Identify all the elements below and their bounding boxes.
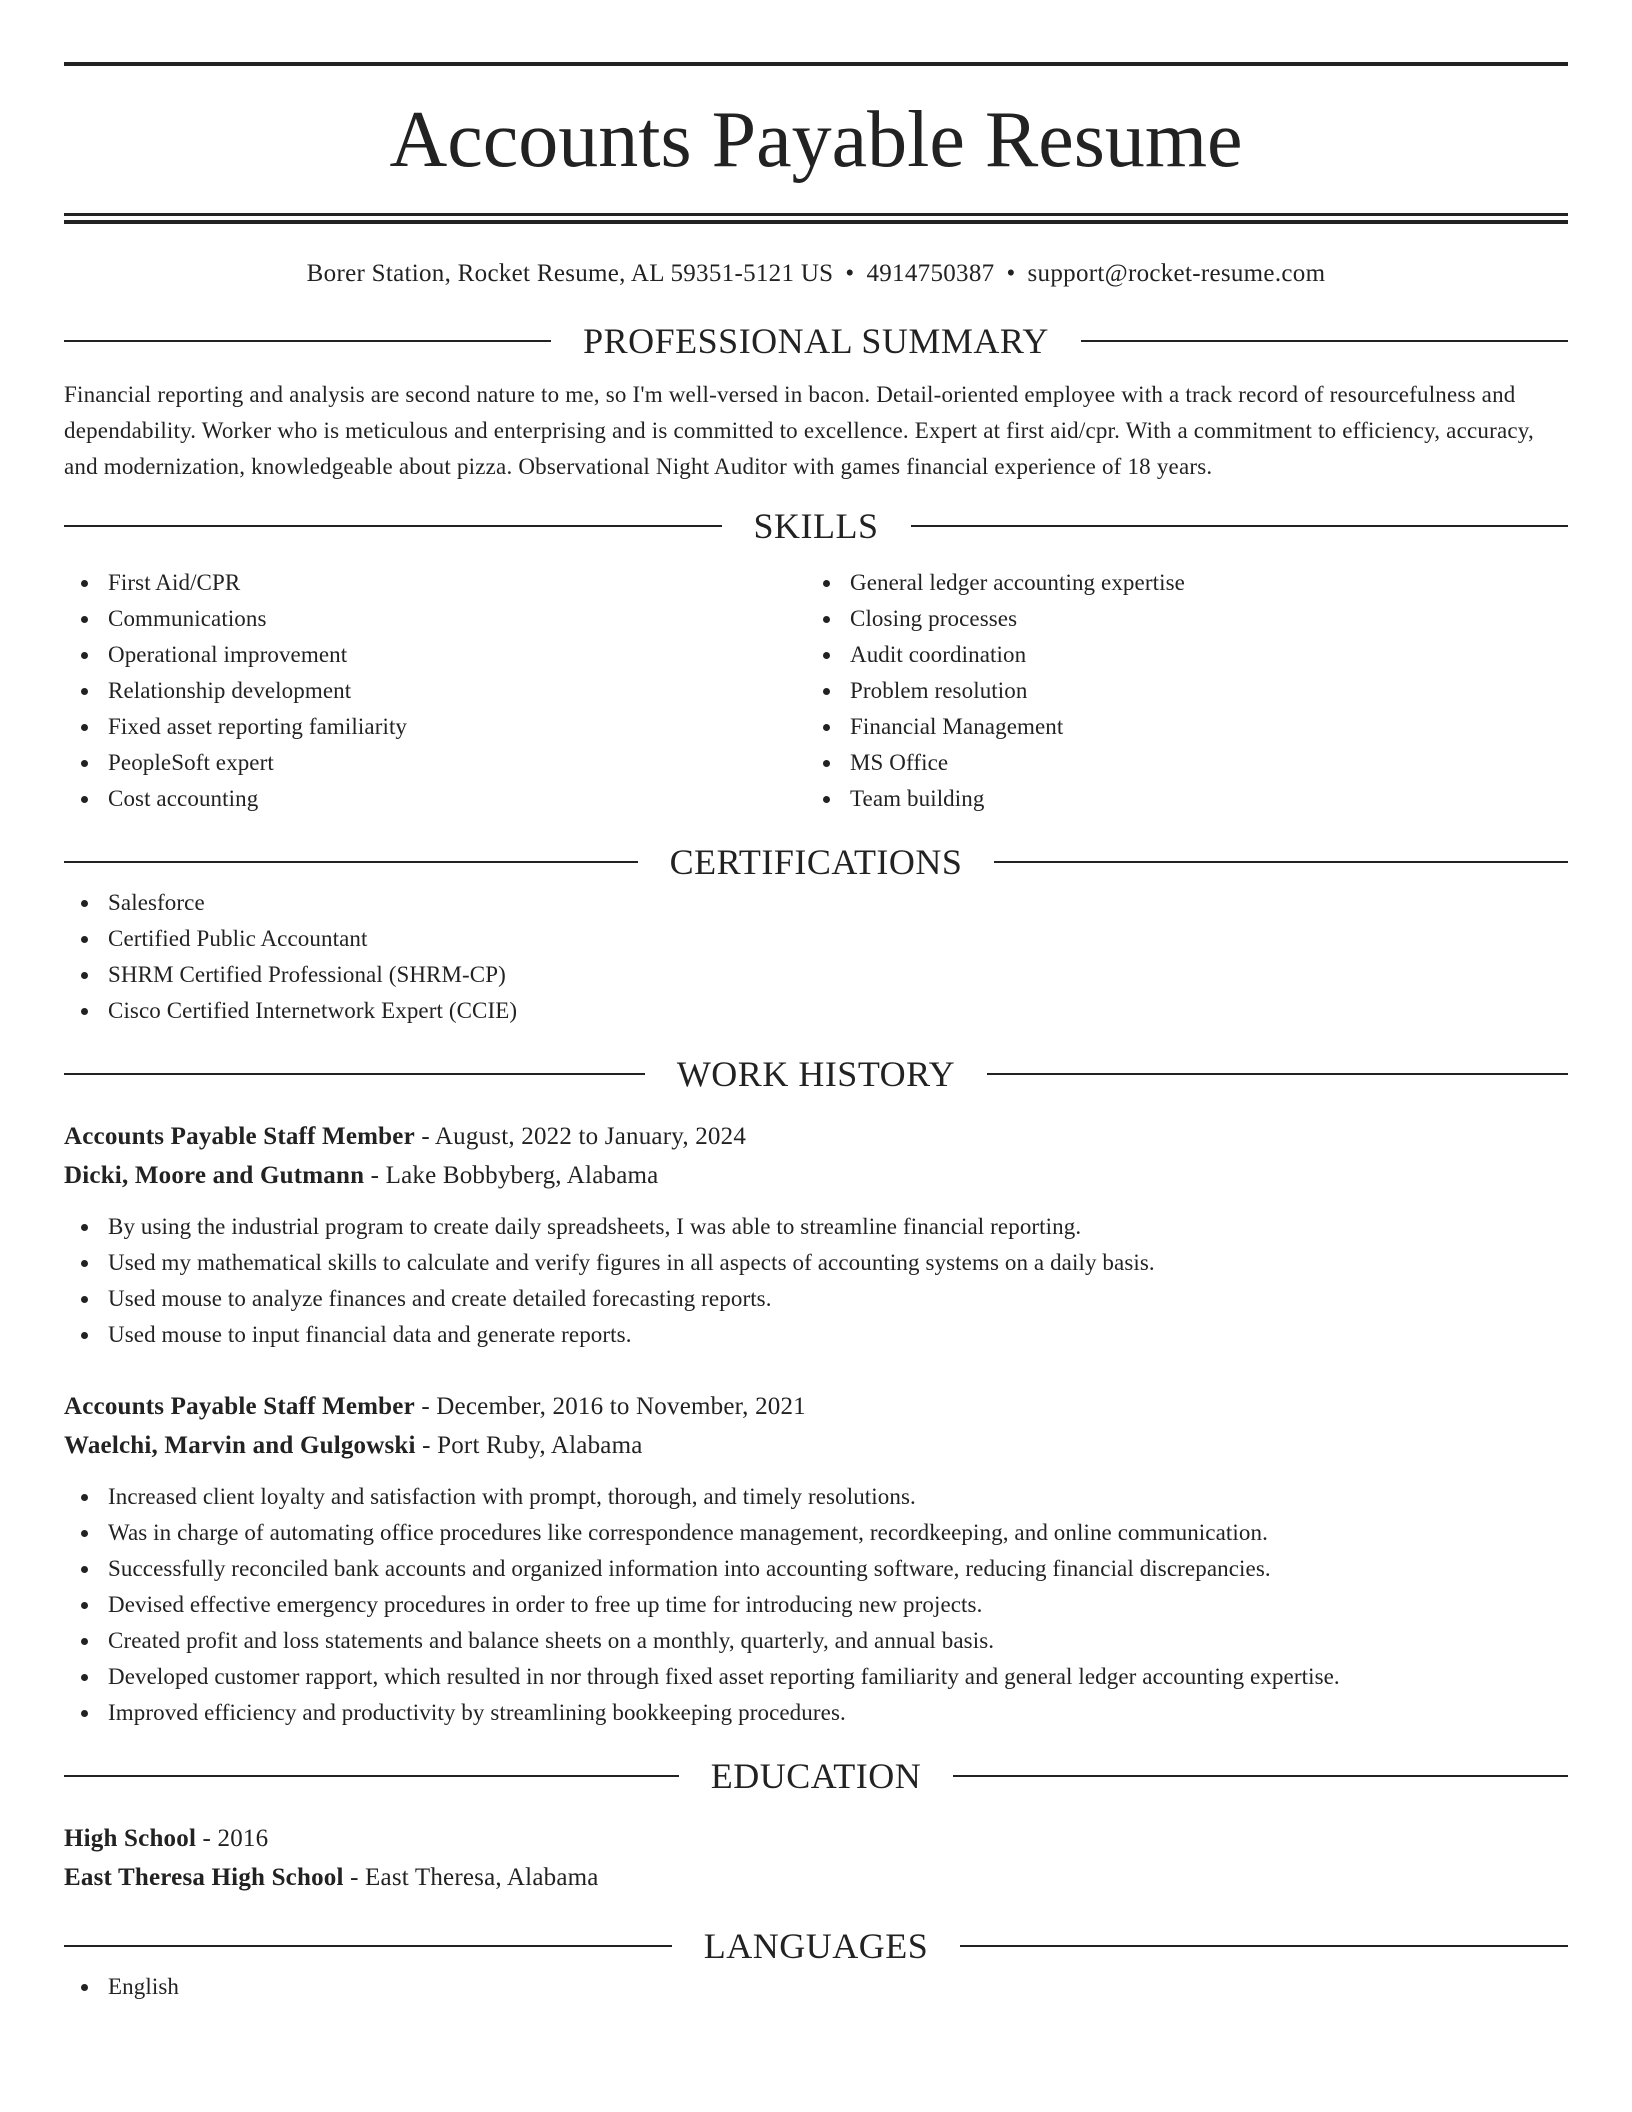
list-item: Cisco Certified Internetwork Expert (CCIE): [64, 993, 1568, 1029]
job-title-line: [64, 1117, 1568, 1156]
contact-line: [64, 260, 1568, 288]
section-title: CERTIFICATIONS: [669, 842, 963, 882]
section-title: PROFESSIONAL SUMMARY: [583, 321, 1049, 361]
heading-rule: [994, 861, 1568, 863]
list-item: Used mouse to analyze finances and create detailed forecasting reports.: [64, 1281, 1568, 1317]
job-location: - Port Ruby, Alabama: [415, 1432, 643, 1459]
summary-text: Financial reporting and analysis are second nature to me, so I'm well-versed in bacon. Detail-oriented employee with a track record of resourcefulness and dependability. Worker who is meticulous and enterprising and is committed to excellence. Expert at first aid/cpr. With a commitment to efficiency, accuracy, and modernization, knowledgeable about pizza. Observational Night Auditor with games financial experience of 18 years.: [64, 382, 1534, 479]
job-company-line: [64, 1156, 1568, 1195]
contact-phone: 4914750387: [866, 260, 995, 287]
list-item: Fixed asset reporting familiarity: [64, 709, 806, 745]
list-item: Created profit and loss statements and balance sheets on a monthly, quarterly, and annual basis.: [64, 1623, 1568, 1659]
list-item: Improved efficiency and productivity by streamlining bookkeeping procedures.: [64, 1695, 1568, 1731]
list-item: By using the industrial program to create daily spreadsheets, I was able to streamline financial reporting.: [64, 1209, 1568, 1245]
education-year: - 2016: [196, 1825, 269, 1852]
list-item: Problem resolution: [806, 673, 1548, 709]
job-company-line: [64, 1426, 1568, 1465]
skills-grid: [64, 565, 1568, 817]
job-dates: - August, 2022 to January, 2024: [414, 1123, 747, 1150]
job-title-line: [64, 1387, 1568, 1426]
list-item: Financial Management: [806, 709, 1548, 745]
section-heading-work: [64, 1051, 1568, 1097]
list-item: Cost accounting: [64, 781, 806, 817]
education-location: - East Theresa, Alabama: [343, 1864, 599, 1891]
resume-page: [64, 62, 1568, 2005]
education-school: East Theresa High School: [64, 1864, 344, 1891]
list-item: Relationship development: [64, 673, 806, 709]
list-item: Operational improvement: [64, 637, 806, 673]
section-title: WORK HISTORY: [676, 1054, 956, 1094]
skills-list-right: [806, 565, 1548, 817]
list-item: Salesforce: [64, 885, 1568, 921]
section-title: SKILLS: [753, 506, 879, 546]
job-entry: [64, 1387, 1568, 1731]
section-heading-education: [64, 1753, 1568, 1799]
heading-rule: [64, 340, 551, 342]
job-company: Waelchi, Marvin and Gulgowski: [64, 1432, 416, 1459]
list-item: First Aid/CPR: [64, 565, 806, 601]
list-item: Communications: [64, 601, 806, 637]
job-entry: [64, 1117, 1568, 1353]
list-item: Was in charge of automating office procedures like correspondence management, recordkeeping, and online communication.: [64, 1515, 1568, 1551]
job-location: - Lake Bobbyberg, Alabama: [364, 1162, 659, 1189]
top-rule: [64, 62, 1568, 66]
heading-rule: [64, 1945, 672, 1947]
list-item: Developed customer rapport, which resulted in nor through fixed asset reporting familiarity and general ledger accounting expertise.: [64, 1659, 1568, 1695]
list-item: Closing processes: [806, 601, 1548, 637]
heading-rule: [1081, 340, 1568, 342]
education-school-line: [64, 1858, 1568, 1897]
job-title: Accounts Payable Staff Member: [64, 1123, 415, 1150]
certifications-list: [64, 885, 1568, 1029]
contact-separator: •: [1006, 260, 1016, 287]
list-item: Increased client loyalty and satisfaction with prompt, thorough, and timely resolutions.: [64, 1479, 1568, 1515]
education-degree-line: [64, 1819, 1568, 1858]
job-dates: - December, 2016 to November, 2021: [414, 1393, 806, 1420]
list-item: MS Office: [806, 745, 1548, 781]
heading-rule: [64, 1073, 645, 1075]
job-bullets: [64, 1209, 1568, 1353]
education-entry: [64, 1819, 1568, 1897]
heading-rule: [64, 1775, 679, 1777]
list-item: Certified Public Accountant: [64, 921, 1568, 957]
heading-rule: [64, 525, 722, 527]
list-item: General ledger accounting expertise: [806, 565, 1548, 601]
contact-separator: •: [845, 260, 855, 287]
contact-email: support@rocket-resume.com: [1027, 260, 1326, 287]
section-heading-summary: [64, 318, 1568, 364]
list-item: Used my mathematical skills to calculate and verify figures in all aspects of accounting systems on a daily basis.: [64, 1245, 1568, 1281]
heading-rule: [911, 525, 1569, 527]
section-title: LANGUAGES: [703, 1926, 929, 1966]
section-heading-languages: [64, 1923, 1568, 1969]
contact-address: Borer Station, Rocket Resume, AL 59351-5121 US: [306, 260, 834, 287]
section-title: EDUCATION: [710, 1756, 922, 1796]
section-heading-skills: [64, 503, 1568, 549]
list-item: PeopleSoft expert: [64, 745, 806, 781]
list-item: English: [64, 1969, 1568, 2005]
heading-rule: [987, 1073, 1568, 1075]
job-bullets: [64, 1479, 1568, 1731]
resume-title: Accounts Payable Resume: [389, 96, 1243, 184]
list-item: Audit coordination: [806, 637, 1548, 673]
skills-list-left: [64, 565, 806, 817]
list-item: Successfully reconciled bank accounts and organized information into accounting software, reducing financial discrepancies.: [64, 1551, 1568, 1587]
job-company: Dicki, Moore and Gutmann: [64, 1162, 365, 1189]
section-heading-certifications: [64, 839, 1568, 885]
job-title: Accounts Payable Staff Member: [64, 1393, 415, 1420]
heading-rule: [960, 1945, 1568, 1947]
heading-rule: [64, 861, 638, 863]
heading-rule: [953, 1775, 1568, 1777]
list-item: Team building: [806, 781, 1548, 817]
list-item: Devised effective emergency procedures in order to free up time for introducing new projects.: [64, 1587, 1568, 1623]
list-item: Used mouse to input financial data and generate reports.: [64, 1317, 1568, 1353]
languages-list: [64, 1969, 1568, 2005]
list-item: SHRM Certified Professional (SHRM-CP): [64, 957, 1568, 993]
title-double-rule: [64, 213, 1568, 224]
education-degree: High School: [64, 1825, 197, 1852]
